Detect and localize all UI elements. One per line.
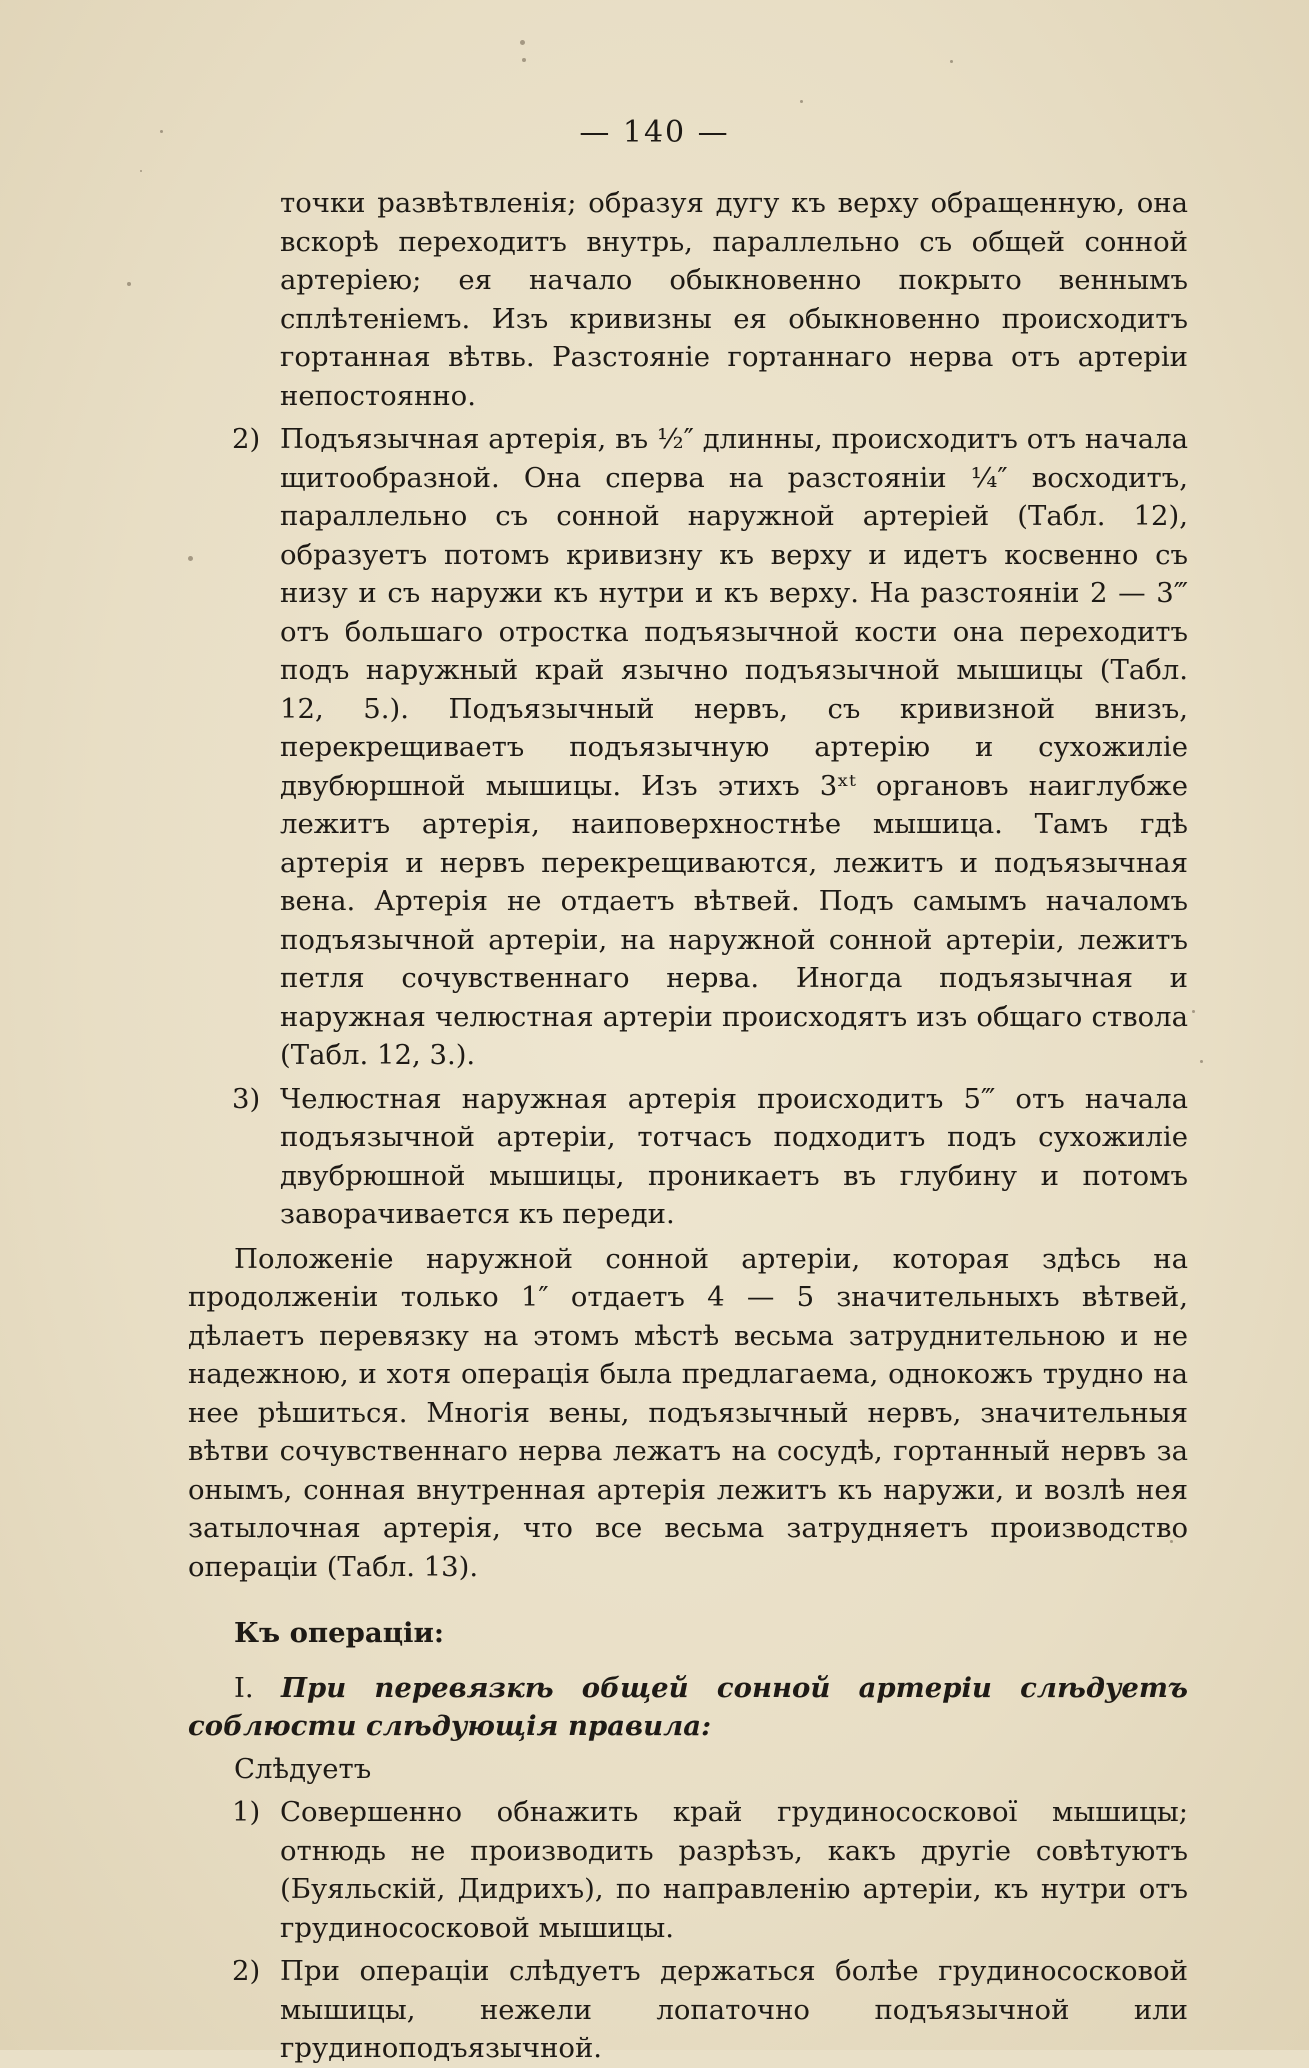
section-heading: Къ операціи:: [234, 1617, 445, 1649]
list-item-number: 2): [232, 1955, 261, 1987]
page-number: — 140 —: [579, 115, 730, 150]
page-body: [188, 184, 1188, 2068]
list-item-number: 2): [232, 423, 261, 455]
list-item-text: Челюстная наружная артерія происходитъ 5‴ отъ начала подъязычной артеріи, тотчасъ подходитъ подъ сухожиліе двубрюшной мышицы, проникаетъ въ глубину и потомъ заворачивается къ переди.: [280, 1082, 1188, 1230]
continuation-paragraph: точки развѣтвленія; образуя дугу къ верху обращенную, она вскорѣ переходитъ внутрь, параллельно съ общей сонной артеріею; ея начало обыкновенно покрыто веннымъ сплѣтеніемъ. Изъ кривизны ея обыкновенно происходитъ гортанная вѣтвь. Разстояніе гортаннаго нерва отъ артеріи непостоянно.: [280, 187, 1188, 412]
list-item: [188, 1952, 1188, 2068]
list-item: [188, 420, 1188, 1075]
list-item-text: При операціи слѣдуетъ держаться болѣе грудинососковой мышицы, нежели лопаточно подъязычной или грудиноподъязычной.: [280, 1955, 1188, 2064]
list-item: [188, 1080, 1188, 1234]
rule-intro: Слѣдуетъ: [234, 1752, 372, 1785]
rule-number: I.: [234, 1671, 254, 1704]
list-item-text: Совершенно обнажить край грудинососкової мышицы; отнюдь не производить разрѣзъ, какъ другіе совѣтуютъ (Буяльскій, Дидрихъ), по направленію артеріи, къ нутри отъ грудинососковой мышицы.: [280, 1796, 1188, 1944]
list-item-text: Подъязычная артерія, въ ½″ длинны, происходитъ отъ начала щитообразной. Она сперва на разстояніи ¼″ восходитъ, параллельно съ сонной наружной артеріей (Табл. 12), образуетъ потомъ кривизну къ верху и идетъ косвенно съ низу и съ наружи къ нутри и къ верху. На разстояніи 2 — 3‴ отъ большаго отростка подъязычной кости она переходитъ подъ наружный край язычно подъязычной мышицы (Табл. 12, 5.). Подъязычный нервъ, съ кривизной внизъ, перекрещиваетъ подъязычную артерію и сухожиліе двубюршной мышицы. Изъ этихъ 3ˣᵗ органовъ наиглубже лежитъ артерія, наиповерхностнѣе мышица. Тамъ гдѣ артерія и нервъ перекрещиваются, лежитъ и подъязычная вена. Артерія не отдаетъ вѣтвей. Подъ самымъ началомъ подъязычной артеріи, на наружной сонной артеріи, лежитъ петля сочувственнаго нерва. Иногда подъязычная и наружная челюстная артеріи происходятъ изъ общаго ствола (Табл. 12, 3.).: [280, 423, 1188, 1071]
rule-title: При перевязкѣ общей сонной артеріи слѣдуетъ соблюсти слѣдующія правила:: [188, 1671, 1188, 1742]
list-item: [188, 1793, 1188, 1947]
body-paragraph: Положеніе наружной сонной артеріи, которая здѣсь на продолженіи только 1″ отдаетъ 4 — 5 значительныхъ вѣтвей, дѣлаетъ перевязку на этомъ мѣстѣ весьма затруднительною и не надежною, и хотя операція была предлагаема, однокожъ трудно на нее рѣшиться. Многія вены, подъязычный нервъ, значительныя вѣтви сочувственнаго нерва лежатъ на сосудѣ, гортанный нервъ за онымъ, сонная внутренная артерія лежитъ къ наружи, и возлѣ нея затылочная артерія, что все весьма затрудняетъ производство операціи (Табл. 13).: [188, 1242, 1188, 1583]
list-item-number: 1): [232, 1796, 261, 1828]
rule-heading: [188, 1669, 1188, 1746]
list-item-number: 3): [232, 1082, 261, 1115]
